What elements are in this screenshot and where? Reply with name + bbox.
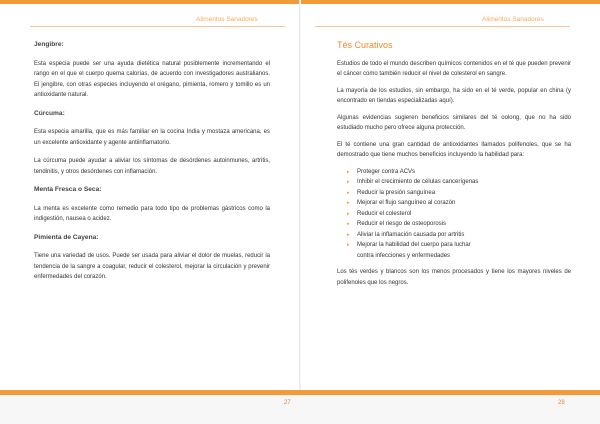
- paragraph: La cúrcuma puede ayudar a aliviar los síntomas de desórdenes autoinmunes, artritis, tendinitis, y otros desórdenes con inflamación.: [34, 158, 270, 175]
- paragraph: Tiene una variedad de usos. Puede ser usada para aliviar el dolor de muelas, reducir la tendencia de la sangre a coagular, reducir el colesterol, mejorar la circulación y prevenir enfermedades del corazón.: [34, 253, 270, 280]
- paragraph: Algunas evidencias sugieren beneficios similares del té oolong, que no ha sido estudiado mucho pero ofrece alguna protección.: [337, 114, 571, 131]
- paragraph: El té contiene una gran cantidad de antioxidantes llamados polifenoles, que se ha demostrado que tiene muchos beneficios incluyendo la habilidad para:: [337, 141, 571, 158]
- list-item: ▸ Proteger contra ACVs: [347, 167, 571, 178]
- closing-paragraph: Los tés verdes y blancos son los menos procesados y tiene los mayores niveles de polifenoles que los negros.: [337, 269, 571, 286]
- paragraph: La menta es excelente como remedio para todo tipo de problemas gástricos como la indigestión, nausea o acidez.: [34, 205, 270, 222]
- section-pimienta: [34, 233, 270, 283]
- section-heading: Jengibre:: [34, 41, 64, 48]
- list-item: ▸ Reducir la presión sanguínea: [347, 188, 571, 199]
- section-menta: [34, 185, 270, 225]
- footer-band: [0, 395, 600, 424]
- header-rule-left: [30, 26, 285, 27]
- paragraph: Esta especia puede ser una ayuda dietética natural posiblemente incrementando el rango en el que el cuerpo quema calorías, de acuerdo con investigadores australianos. El jengibre, con otras especies incluyendo el orégano, pimienta, romero y tomillo es un antioxidante natural.: [34, 60, 270, 98]
- page-fold: [299, 0, 301, 424]
- list-item: ▸ Mejorar el flujo sanguíneo al corazón: [347, 198, 571, 209]
- header-rule-right: [315, 26, 570, 27]
- list-item: ▸ Aliviar la inflamación causada por artritis: [347, 230, 571, 241]
- running-header-right: Alimentos Sanadores: [482, 16, 544, 23]
- right-page-content: [337, 40, 571, 288]
- list-item: ▸ Mejorar la habilidad del cuerpo para luchar: [347, 240, 571, 251]
- paragraph: Estudios de todo el mundo describen químicos contenidos en el té que pueden prevenir el cáncer como también reducir el nivel de colesterol en sangre.: [337, 60, 571, 77]
- paragraph: Esta especia amarilla, que es más familiar en la cocina India y mostaza americana, es un excelente antioxidante y agente antiinflamatorio.: [34, 129, 270, 146]
- section-heading: Menta Fresca o Seca:: [34, 186, 102, 193]
- page-number-right: 28: [558, 400, 565, 406]
- list-item-continuation: contra infecciones y enfermedades: [357, 252, 451, 259]
- section-heading: Cúrcuma:: [34, 109, 65, 117]
- running-header-left: Alimentos Sanadores: [196, 16, 258, 23]
- benefits-list: [337, 167, 571, 262]
- paragraph: La mayoría de los estudios, sin embargo, ha sido en el té verde, popular en china (y encontrado en tiendas especializadas aquí).: [337, 87, 571, 104]
- list-item: ▸ Reducir el colesterol: [347, 209, 571, 220]
- section-heading: Pimienta de Cayena:: [34, 233, 99, 241]
- list-item: ▸ Reducir el riesgo de osteoporosis: [347, 219, 571, 230]
- left-page-content: [34, 40, 270, 283]
- section-curcuma: [34, 109, 270, 178]
- list-item: ▸ Inhibir el crecimiento de células cancerígenas: [347, 177, 571, 188]
- section-jengibre: [34, 40, 270, 101]
- page-number-left: 27: [284, 400, 291, 406]
- page-title: Tés Curativos: [337, 40, 393, 50]
